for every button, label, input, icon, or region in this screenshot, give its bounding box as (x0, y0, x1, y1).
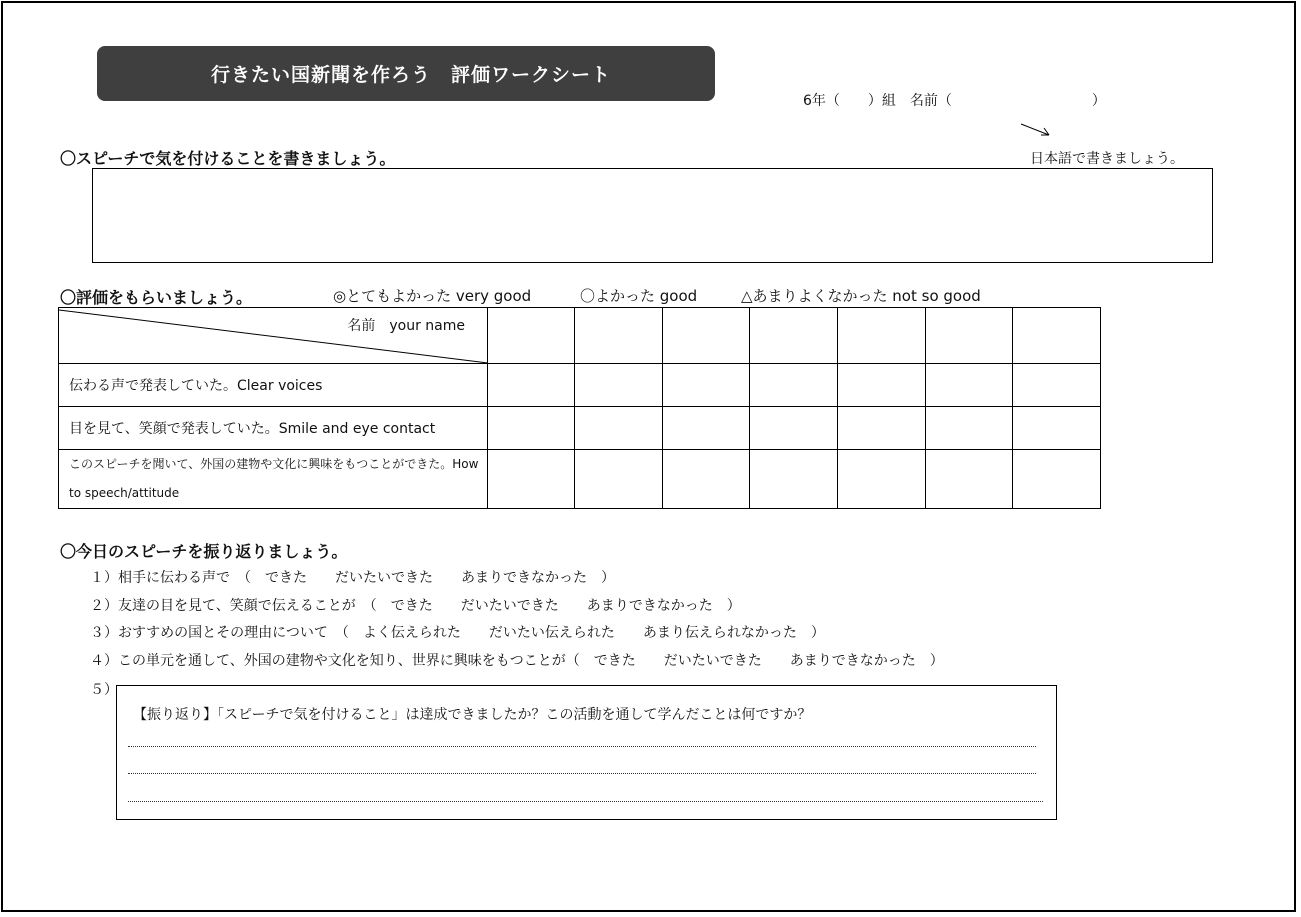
reflection-item: ３）おすすめの国とその理由について （ よく伝えられた だいたい伝えられた あまり伝えられなかった ） (90, 625, 825, 641)
rating-cell[interactable] (488, 407, 575, 450)
name-note: 日本語で書きましょう。 (1030, 151, 1184, 167)
name-cell[interactable] (663, 308, 750, 364)
reflection-item-number: ５） (90, 682, 118, 698)
table-header-row (59, 308, 1101, 364)
speech-notes-box[interactable] (92, 168, 1213, 263)
rating-cell[interactable] (926, 407, 1013, 450)
rating-cell[interactable] (575, 364, 663, 407)
table-row (59, 450, 1101, 509)
legend-not-so-good: △あまりよくなかった not so good (741, 287, 981, 305)
rating-cell[interactable] (926, 364, 1013, 407)
rating-cell[interactable] (926, 450, 1013, 509)
rating-cell[interactable] (1013, 364, 1101, 407)
section-reflection-heading: 〇今日のスピーチを振り返りましょう。 (60, 542, 348, 561)
legend-good: 〇よかった good (580, 287, 698, 305)
reflection-item: ４）この単元を通して、外国の建物や文化を知り、世界に興味をもつことが（ できた だいたいできた あまりできなかった ） (90, 653, 944, 669)
criterion-label: このスピーチを聞いて、外国の建物や文化に興味をもつことができた。How to speech/attitude (59, 450, 488, 509)
name-header-cell (59, 308, 488, 364)
rating-cell[interactable] (663, 450, 750, 509)
writing-line[interactable] (128, 773, 1036, 774)
reflection-item: １）相手に伝わる声で （ できた だいたいできた あまりできなかった ） (90, 570, 615, 586)
table-row (59, 364, 1101, 407)
writing-line[interactable] (128, 801, 1043, 802)
criterion-label: 伝わる声で発表していた。Clear voices (59, 364, 488, 407)
name-cell[interactable] (838, 308, 926, 364)
rating-cell[interactable] (1013, 450, 1101, 509)
reflection-item: ２）友達の目を見て、笑顔で伝えることが （ できた だいたいできた あまりできなかった ） (90, 598, 741, 614)
section-speech-heading: 〇スピーチで気を付けることを書きましょう。 (60, 149, 396, 168)
rating-cell[interactable] (663, 364, 750, 407)
reflection-prompt: 【振り返り】「スピーチで気を付けること」は達成できましたか？この活動を通して学んだことは何ですか？ (133, 707, 812, 723)
rating-cell[interactable] (750, 407, 838, 450)
rating-cell[interactable] (575, 450, 663, 509)
rating-cell[interactable] (488, 364, 575, 407)
name-cell[interactable] (750, 308, 838, 364)
rating-cell[interactable] (575, 407, 663, 450)
rating-cell[interactable] (838, 364, 926, 407)
rating-cell[interactable] (838, 407, 926, 450)
rating-cell[interactable] (750, 450, 838, 509)
arrow-down-right-icon (1019, 121, 1053, 139)
reflection-box[interactable] (116, 685, 1057, 820)
name-cell[interactable] (1013, 308, 1101, 364)
name-cell[interactable] (488, 308, 575, 364)
name-cell[interactable] (575, 308, 663, 364)
rating-cell[interactable] (488, 450, 575, 509)
class-name-line: 6年（ ）組 名前（ ） (803, 93, 1106, 109)
writing-line[interactable] (128, 746, 1036, 747)
rating-cell[interactable] (1013, 407, 1101, 450)
name-header-label: 名前 your name (347, 318, 465, 334)
rating-cell[interactable] (838, 450, 926, 509)
evaluation-table (58, 307, 1101, 509)
name-cell[interactable] (926, 308, 1013, 364)
legend-very-good: ◎とてもよかった very good (333, 287, 532, 305)
section-evaluation-heading: 〇評価をもらいましょう。 (60, 288, 253, 307)
worksheet-title: 行きたい国新聞を作ろう 評価ワークシート (97, 46, 715, 101)
criterion-label: 目を見て、笑顔で発表していた。Smile and eye contact (59, 407, 488, 450)
rating-cell[interactable] (663, 407, 750, 450)
rating-cell[interactable] (750, 364, 838, 407)
table-row (59, 407, 1101, 450)
